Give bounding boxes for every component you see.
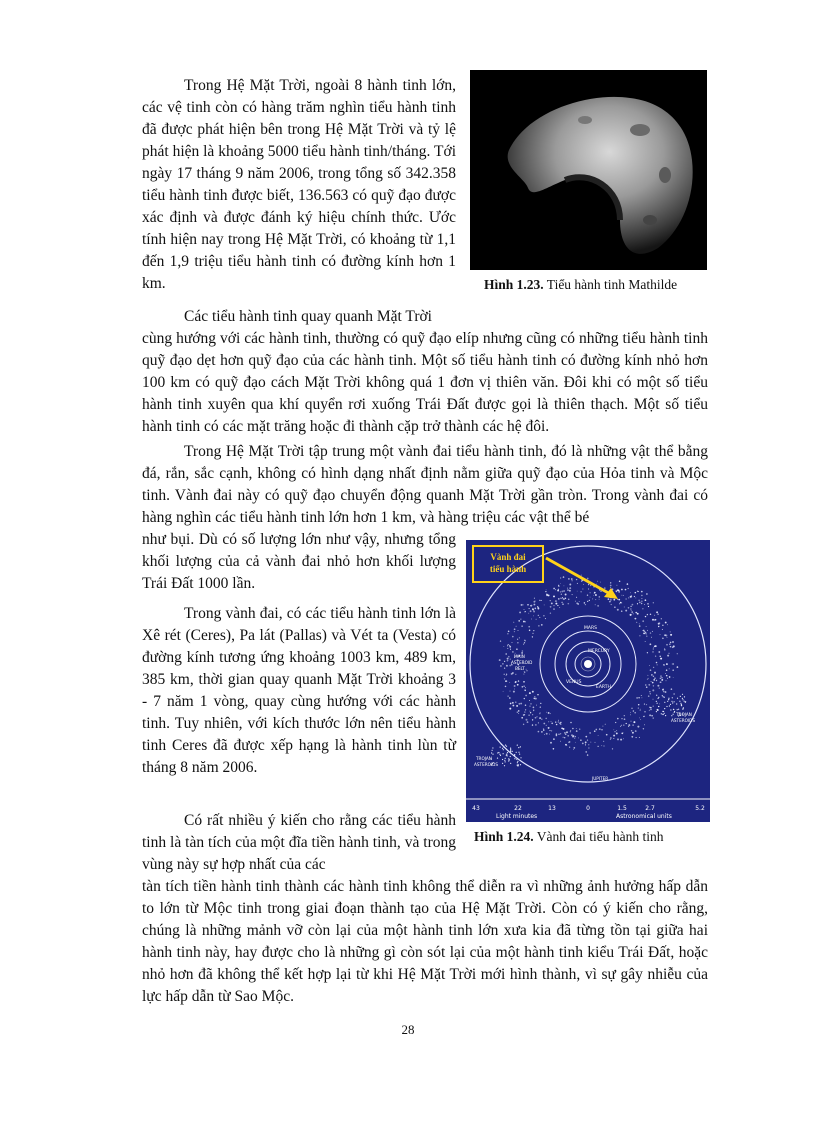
- label-mercury: MERCURY: [588, 649, 610, 654]
- label-main-1: MAIN: [514, 654, 525, 659]
- paragraph-4: Trong vành đai, có các tiểu hành tinh lớn là Xê rét (Ceres), Pa lát (Pallas) và Vét ta (Vesta) có đường kính tương ứng khoảng 1003 km, 489 km, 385 km, thời gian quay quanh Mặt Trời khoảng 3 - 7 năm 1 vòng, quay cùng hướng với các hành tinh. Tuy nhiên, với kích thước lớn nên tiểu hành tinh Ceres đã được xếp hạng là hành tinh lùn từ tháng 8 năm 2006.: [142, 605, 456, 776]
- asteroid-belt-diagram: [466, 540, 710, 822]
- paragraph-5: Có rất nhiều ý kiến cho rằng các tiểu hành tinh là tàn tích của một đĩa tiền hành tinh, và trong vùng này sự hợp nhất của các: [142, 812, 456, 873]
- belt-svg: [466, 540, 710, 822]
- scale-left-unit: Light minutes: [496, 813, 538, 820]
- scale-tick-label: 22: [514, 805, 522, 812]
- figure-2-title: Vành đai tiểu hành tinh: [536, 829, 664, 844]
- scale-tick-label: 43: [472, 805, 480, 812]
- page-number: 28: [401, 1022, 415, 1037]
- label-trojan-right-1: TROJAN: [676, 712, 692, 717]
- label-trojan-left-2: ASTEROIDS: [474, 762, 499, 767]
- callout-line-1: Vành đai: [490, 552, 526, 562]
- scale-right-unit: Astronomical units: [616, 813, 672, 820]
- label-trojan-left-1: TROJAN: [476, 756, 492, 761]
- paragraph-3-rest: như bụi. Dù có số lượng lớn như vậy, nhưng tổng khối lượng của cả vành đai nhỏ hơn khối lượng Trái Đất 1000 lần.: [142, 531, 456, 592]
- figure-1-title: Tiểu hành tinh Mathilde: [546, 277, 678, 292]
- paragraph-2-rest: cùng hướng với các hành tinh, thường có quỹ đạo elíp nhưng cũng có những tiểu hành tinh quỹ đạo dẹt hơn quỹ đạo của các hành tinh. Một số tiểu hành tinh có đường kính nhỏ hơn 100 km có quỹ đạo cách Mặt Trời không quá 1 đơn vị thiên văn. Đôi khi có một số tiểu hành tinh xuyên qua khí quyển rơi xuống Trái Đất được gọi là thiên thạch. Một số tiểu hành tinh có các mặt trăng hoặc đi thành cặp trở thành các hệ đôi.: [142, 330, 708, 435]
- scale-tick-label: 2.7: [645, 805, 655, 812]
- figure-2-caption: [474, 829, 664, 845]
- paragraph-2-start: Các tiểu hành tinh quay quanh Mặt Trời: [184, 308, 432, 325]
- asteroid-image: [470, 70, 707, 270]
- label-main-3: BELT: [515, 666, 525, 671]
- figure-2-number: Hình 1.24.: [474, 829, 534, 844]
- scale-tick-label: 13: [548, 805, 556, 812]
- mathilde-photo: [470, 70, 707, 270]
- paragraph-1: Trong Hệ Mặt Trời, ngoài 8 hành tinh lớn, các vệ tinh còn có hàng trăm nghìn tiểu hành tinh đã được phát hiện bên trong Hệ Mặt Trời và tỷ lệ phát hiện là khoảng 5000 tiểu hành tinh/tháng. Tới ngày 17 tháng 9 năm 2006, trong tổng số 342.358 tiểu hành tinh được biết, 136.563 có quỹ đạo được xác định và được đánh ký hiệu chính thức. Ước tính hiện nay trong Hệ Mặt Trời, có khoảng từ 1,1 đến 1,9 triệu tiểu hành tinh có đường kính hơn 1 km.: [142, 77, 456, 292]
- figure-1-number: Hình 1.23.: [484, 277, 544, 292]
- paragraph-5-rest: tàn tích tiền hành tinh thành các hành tinh không thể diễn ra vì những ảnh hưởng hấp dẫn to lớn từ Mộc tinh trong giai đoạn thành tạo của Hệ Mặt Trời. Còn có ý kiến cho rằng, chúng là những mảnh vỡ còn lại của một hành tinh lớn xưa kia đã từng tồn tại giữa hai hành tinh này, hay được cho là những gì còn sót lại của một hành tinh kiểu Trái Đất, hoặc nhỏ hơn đã không thể kết hợp lại từ khi Hệ Mặt Trời mới hình thành, vì sự gây nhiễu của lực hấp dẫn từ Sao Mộc.: [142, 878, 708, 1005]
- paragraph-3: Trong Hệ Mặt Trời tập trung một vành đai tiểu hành tinh, đó là những vật thể bằng đá, rắn, sắc cạnh, không có hình dạng nhất định nằm giữa quỹ đạo của Hỏa tinh và Mộc tinh. Vành đai này có quỹ đạo chuyển động quanh Mặt Trời gần tròn. Trong vành đai có hàng nghìn các tiểu hành tinh lớn hơn 1 km, và hàng triệu các vật thể bé: [142, 443, 708, 526]
- label-trojan-right-2: ASTEROIDS: [671, 718, 696, 723]
- scale-tick-label: 0: [586, 805, 590, 812]
- figure-1-caption: [484, 277, 677, 293]
- label-main-2: ASTEROID: [511, 660, 533, 665]
- label-jupiter: JUPITER: [592, 776, 609, 781]
- label-venus: VENUS: [566, 680, 582, 685]
- scale-tick-label: 1.5: [617, 805, 627, 812]
- label-mars: MARS: [584, 626, 597, 631]
- callout-line-2: tiểu hành: [489, 564, 527, 574]
- label-earth: EARTH: [596, 685, 611, 690]
- scale-tick-label: 5.2: [695, 805, 705, 812]
